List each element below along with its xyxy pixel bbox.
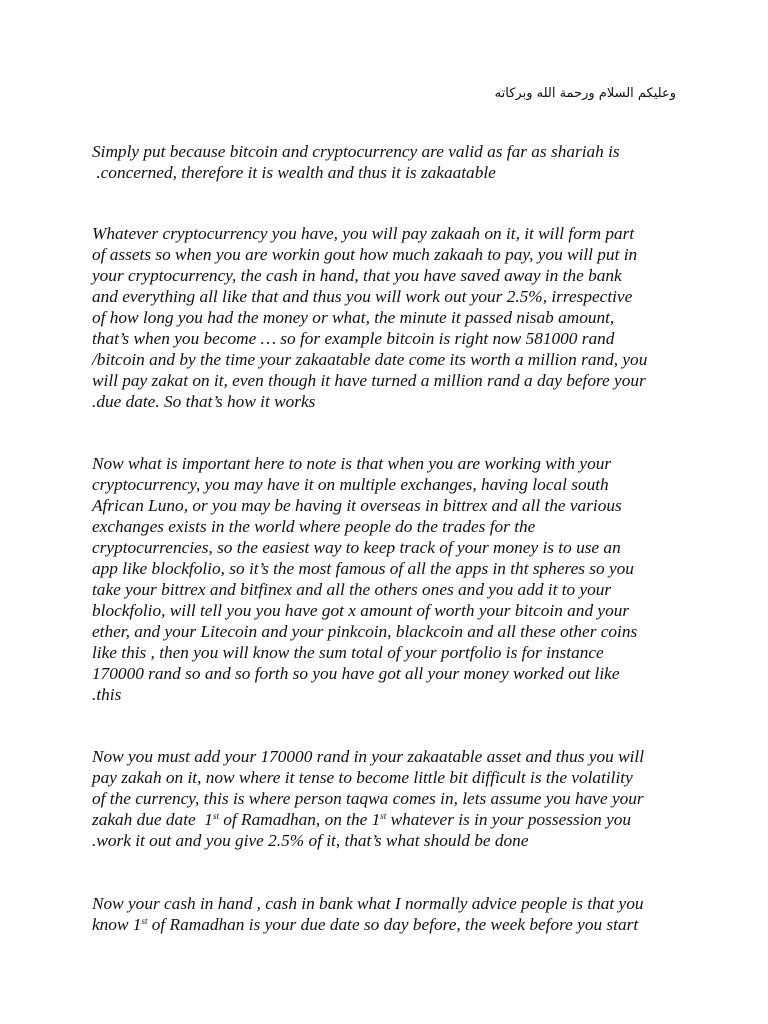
paragraph-5 [92,893,682,935]
text-line: blockfolio, will tell you you have got x amount of worth your bitcoin and your [92,601,630,620]
text-line: like this , then you will know the sum total of your portfolio is for instance [92,643,604,662]
text-segment: of Ramadhan is your due date so day before, the week before you start [147,915,639,934]
text-line: Now what is important here to note is that when you are working with your [92,454,612,473]
paragraph-4 [92,746,682,851]
text-segment: zakah due date 1 [92,810,213,829]
ordinal-suffix: st [212,811,219,821]
text-line: 170000 rand so and so forth so you have got all your money worked out like [92,664,620,683]
text-line: ether, and your Litecoin and your pinkcoin, blackcoin and all these other coins [92,622,638,641]
text-line [92,809,682,830]
text-line: .due date. So that’s how it works [92,392,316,411]
paragraph-3 [92,453,682,705]
paragraph-1 [92,141,682,183]
text-segment: of Ramadhan, on the 1 [218,810,381,829]
arabic-greeting: وعليكم السلام ورحمة الله وبركاته [494,86,676,101]
text-segment: know 1 [92,915,142,934]
text-line: cryptocurrencies, so the easiest way to keep track of your money is to use an [92,538,621,557]
text-line: Whatever cryptocurrency you have, you will pay zakaah on it, it will form part [92,224,635,243]
text-line: of the currency, this is where person taqwa comes in, lets assume you have your [92,789,644,808]
text-line: that’s when you become … so for example bitcoin is right now 581000 rand [92,329,615,348]
ordinal-suffix: st [141,916,148,926]
text-line: Simply put because bitcoin and cryptocurrency are valid as far as shariah is [92,142,620,161]
text-line: of how long you had the money or what, the minute it passed nisab amount, [92,308,615,327]
text-line: app like blockfolio, so it’s the most famous of all the apps in tht spheres so you [92,559,634,578]
text-line [92,914,682,935]
text-line: Now your cash in hand , cash in bank what I normally advice people is that you [92,894,644,913]
text-line: /bitcoin and by the time your zakaatable date come its worth a million rand, you [92,350,648,369]
text-line: your cryptocurrency, the cash in hand, that you have saved away in the bank [92,266,622,285]
text-line: African Luno, or you may be having it overseas in bittrex and all the various [92,496,622,515]
text-line: will pay zakat on it, even though it have turned a million rand a day before your [92,371,646,390]
text-line: .this [92,685,122,704]
text-line: take your bittrex and bitfinex and all the others ones and you add it to your [92,580,612,599]
text-line: exchanges exists in the world where people do the trades for the [92,517,536,536]
text-line: .work it out and you give 2.5% of it, that’s what should be done [92,831,529,850]
ordinal-suffix: st [380,811,387,821]
text-line: pay zakah on it, now where it tense to become little bit difficult is the volatility [92,768,633,787]
text-line: Now you must add your 170000 rand in your zakaatable asset and thus you will [92,747,645,766]
text-segment: whatever is in your possession you [386,810,632,829]
text-line: of assets so when you are workin gout how much zakaah to pay, you will put in [92,245,638,264]
text-line: .concerned, therefore it is wealth and thus it is zakaatable [92,163,496,182]
text-line: cryptocurrency, you may have it on multiple exchanges, having local south [92,475,609,494]
paragraph-2 [92,223,682,412]
text-line: and everything all like that and thus you will work out your 2.5%, irrespective [92,287,633,306]
